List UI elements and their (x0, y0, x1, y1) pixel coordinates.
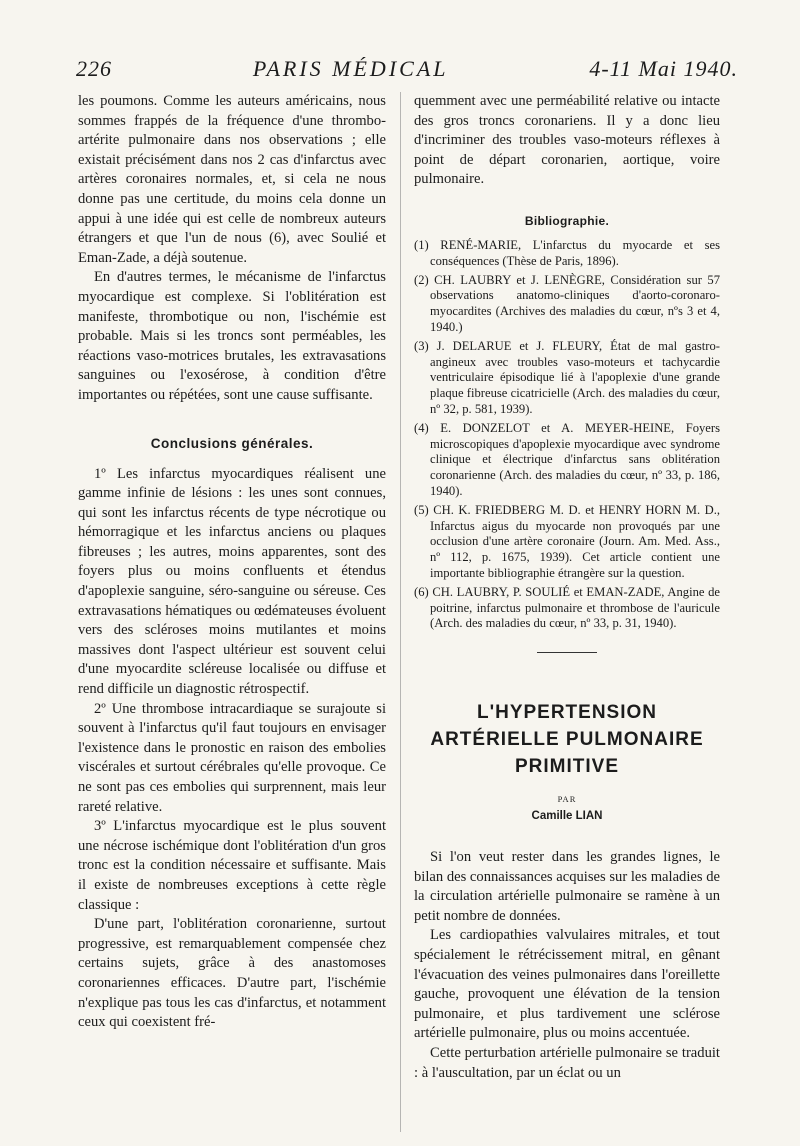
reference-5: (5) CH. K. FRIEDBERG M. D. et HENRY HORN M. D., Infarctus aigus du myocarde non provoqués par une occlusion d'une artère coronaire (Journ. Am. Med. Ass., nº 112, p. 1675, 1939). Cet article contient une importante bibliographie étrangère sur la question. (414, 502, 720, 580)
paragraph: Si l'on veut rester dans les grandes lignes, le bilan des connaissances acquises sur les maladies de la circulation artérielle pulmonaire se ramène à un petit nombre de données. (414, 849, 720, 924)
paragraph: Cette perturbation artérielle pulmonaire se traduit : à l'auscultation, par un éclat ou un (414, 1045, 720, 1081)
page-header (76, 56, 738, 86)
right-column (414, 92, 720, 1083)
conclusion-1: 1º Les infarctus myocardiques réalisent une gamme infinie de lésions : les unes sont connues, qui sont les infarctus récents de type nécrotique ou hémorragique et les infarctus anciens ou plaques fibreuses ; les autres, moins apparentes, sont des foyers plus ou moins confluents et étendus d'apoplexie sanguine, séro-sanguine ou séreuse. Ces extravasations hématiques ou œdémateuses évoluent vers des scléroses moins mutilantes et moins massives dont l'aspect ultérieur est souvent celui d'une myocardite scléreuse localisée ou diffuse et rend difficile un diagnostic rétrospectif. (78, 465, 386, 698)
article-title-line: PRIMITIVE (514, 756, 619, 778)
conclusion-3: 3º L'infarctus myocardique est le plus souvent une nécrose ischémique dont l'oblitération d'un gros tronc est la condition nécessaire et suffisante. Mais il existe de nombreuses exceptions à cette règle classique : (78, 818, 386, 913)
reference-2: (2) CH. LAUBRY et J. LENÈGRE, Considération sur 57 observations anatomo-cliniques d'aorto-coronaro-myocardites (Archives des maladies du cœur, nºs 3 et 4, 1940.) (414, 272, 720, 334)
column-divider (400, 92, 401, 1132)
author-name: Camille LIAN (531, 810, 603, 823)
section-title: Conclusions générales. (150, 435, 314, 451)
paragraph: quemment avec une perméabilité relative ou intacte des gros troncs coronariens. Il y a donc lieu d'incriminer des troubles vaso-moteurs réflexes à point de départ coronarien, aortique, voire pulmonaire. (414, 93, 720, 188)
paragraph: D'une part, l'oblitération coronarienne, surtout progressive, est remarquablement compensée chez certains sujets, grâce à des anastomoses coronariennes efficaces. D'autre part, l'ischémie n'explique pas tous les cas d'infarctus, et notamment ceux qui coexistent fré- (78, 916, 386, 1031)
reference-6: (6) CH. LAUBRY, P. SOULIÉ et EMAN-ZADE, Angine de poitrine, infarctus pulmonaire et thrombose de l'auricule (Arch. des maladies du cœur, nº 33, p. 31, 1940). (414, 584, 720, 631)
section-divider (537, 652, 597, 653)
article-title-line: L'HYPERTENSION (476, 702, 658, 724)
bibliography-list (414, 238, 720, 632)
paragraph: les poumons. Comme les auteurs américains, nous sommes frappés de la fréquence d'une thrombo-artérite pulmonaire dans nos observations ; elle existait précisément dans nos 2 cas d'infarctus avec artères coronaires normales, et, si cela ne nous donne pas une certitude, du moins cela donne un appui à une idée qui est celle de nombreux auteurs étrangers et que l'un de nous (6), avec Soulié et Eman-Zade, a déjà soutenue. (78, 93, 386, 266)
reference-1: (1) RENÉ-MARIE, L'infarctus du myocarde et ses conséquences (Thèse de Paris, 1896). (414, 237, 720, 268)
paragraph: En d'autres termes, le mécanisme de l'infarctus myocardique est complexe. Si l'oblitération est manifeste, thrombotique ou non, l'ischémie est probable. Mais si les troncs sont perméables, les réactions vaso-motrices brutales, les extravasations sanguines ou l'exosérose, à condition d'être importantes ou répétées, sont une cause suffisante. (78, 269, 386, 403)
by-label: PAR (557, 794, 577, 805)
reference-3: (3) J. DELARUE et J. FLEURY, État de mal gastro-angineux avec troubles vaso-moteurs et tachycardie ventriculaire épisodique lié à l'apoplexie d'une grande plaque fibreuse cicatricielle (Arch. des maladies du cœur, nº 32, p. 581, 1939). (414, 338, 720, 416)
article-title-line: ARTÉRIELLE PULMONAIRE (430, 729, 704, 751)
journal-title: PARIS MÉDICAL (252, 56, 449, 81)
issue-date: 4-11 Mai 1940. (589, 56, 738, 81)
page-number: 226 (76, 56, 112, 81)
paragraph: Les cardiopathies valvulaires mitrales, et tout spécialement le rétrécissement mitral, en gênant l'évacuation des veines pulmonaires dans l'oreillette gauche, provoquent une élévation de la tension pulmonaire, et plus tardivement une sclérose artérielle pulmonaire, plus ou moins accentuée. (414, 927, 720, 1042)
left-column (78, 92, 386, 1033)
reference-4: (4) E. DONZELOT et A. MEYER-HEINE, Foyers microscopiques d'apoplexie myocardique avec syndrome clinique et électrique d'infarctus sans oblitération coronarienne (Arch. des maladies du cœur, nº 33, p. 186, 1940). (414, 420, 720, 498)
bibliography-title: Bibliographie. (524, 213, 610, 228)
conclusion-2: 2º Une thrombose intracardiaque se surajoute si souvent à l'infarctus qu'il faut toujours en envisager l'existence dans le pronostic en raison des embolies viscérales et surtout cérébrales qu'elle provoque. Ce ne sont pas ces embolies qui surprennent, mais leur rareté relative. (78, 700, 386, 815)
article-title (414, 699, 720, 780)
